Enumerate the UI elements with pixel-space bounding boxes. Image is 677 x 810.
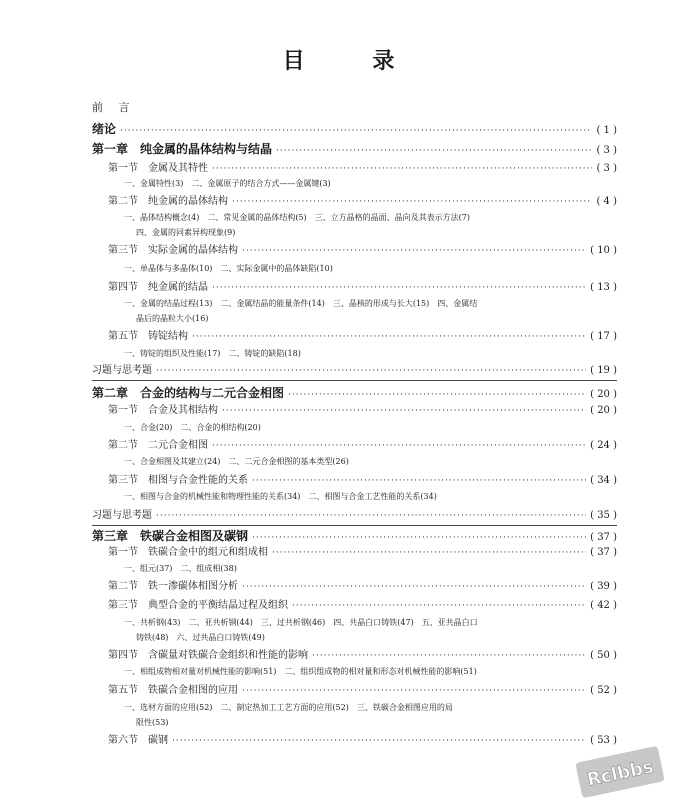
toc-subtopics: 一、铸锭的组织及性能(17) 二、铸锭的缺陷(18)	[124, 349, 301, 358]
toc-section-3-5[interactable]	[108, 683, 617, 699]
toc-entry-label: 第二节 二元合金相图	[108, 440, 208, 451]
toc-entry-label: 第一节 合金及其相结构	[108, 405, 218, 416]
toc-section-2-1[interactable]	[108, 403, 617, 419]
divider	[92, 525, 617, 526]
toc-subtopics: 一、组元(37) 二、组成相(38)	[124, 564, 237, 573]
toc-entry-label: 第四节 含碳量对铁碳合金组织和性能的影响	[108, 650, 308, 661]
leader-dots	[192, 329, 586, 345]
toc-exercises-1[interactable]	[92, 363, 617, 379]
leader-dots	[212, 161, 592, 177]
toc-entry-introduction[interactable]	[92, 121, 617, 137]
leader-dots	[276, 143, 592, 159]
toc-entry-label: 习题与思考题	[92, 365, 152, 376]
toc-subtopics: 四、金属的同素异构现象(9)	[136, 228, 236, 237]
watermark-stamp	[575, 746, 665, 799]
leader-dots	[156, 508, 586, 524]
toc-entry-label: 第一章 纯金属的晶体结构与结晶	[92, 142, 273, 156]
toc-entry-label: 第一节 金属及其特性	[108, 163, 208, 174]
toc-page-number: ( 19 )	[590, 365, 617, 376]
toc-section-3-4[interactable]	[108, 648, 617, 664]
toc-entry-label: 第二章 合金的结构与二元合金相图	[92, 386, 285, 400]
toc-subtopics: 一、合金相图及其建立(24) 二、二元合金相图的基本类型(26)	[124, 457, 349, 466]
toc-entry-label: 第六节 碳钢	[108, 735, 168, 746]
leader-dots	[252, 530, 586, 546]
toc-page-number: ( 39 )	[590, 581, 617, 592]
leader-dots	[312, 648, 586, 664]
leader-dots	[212, 438, 586, 454]
toc-subtopics: 一、选材方面的应用(52) 二、制定热加工工艺方面的应用(52) 三、铁碳合金相图应用的局	[124, 703, 453, 712]
toc-subtopics: 一、相组成物相对量对机械性能的影响(51) 二、组织组成物的相对量和形态对机械性能的影响(51)	[124, 667, 477, 676]
toc-chapter-1[interactable]	[92, 141, 617, 157]
toc-subtopics: 晶后的晶粒大小(16)	[136, 314, 209, 323]
leader-dots	[120, 123, 592, 139]
toc-entry-label: 第三节 实际金属的晶体结构	[108, 245, 238, 256]
toc-page-number: ( 4 )	[596, 196, 617, 207]
toc-page-number: ( 20 )	[590, 389, 617, 400]
toc-section-3-2[interactable]	[108, 579, 617, 595]
toc-entry-label: 第三节 相图与合金性能的关系	[108, 475, 248, 486]
toc-subtopics: 一、金属的结晶过程(13) 二、金属结晶的能量条件(14) 三、晶核的形成与长大(15) 四、金属结	[124, 299, 478, 308]
toc-chapter-3[interactable]	[92, 528, 617, 544]
toc-page-number: ( 17 )	[590, 331, 617, 342]
leader-dots	[242, 243, 586, 259]
toc-entry-label: 第二节 纯金属的晶体结构	[108, 196, 228, 207]
toc-entry-label: 第五节 铸锭结构	[108, 331, 188, 342]
toc-entry-label: 第一节 铁碳合金中的组元和组成相	[108, 547, 268, 558]
leader-dots	[232, 194, 592, 210]
toc-page-number: ( 52 )	[590, 685, 617, 696]
divider	[92, 380, 617, 381]
toc-page-number: ( 34 )	[590, 475, 617, 486]
svg-text:Rclbbs: Rclbbs	[585, 756, 656, 791]
toc-section-1-2[interactable]	[108, 194, 617, 210]
toc-subtopics: 一、单晶体与多晶体(10) 二、实际金属中的晶体缺陷(10)	[124, 264, 333, 273]
leader-dots	[272, 545, 586, 561]
leader-dots	[212, 280, 586, 296]
toc-section-1-1[interactable]	[108, 161, 617, 177]
toc-entry-label: 习题与思考题	[92, 510, 152, 521]
toc-subtopics: 一、金属特性(3) 二、金属原子的结合方式——金属键(3)	[124, 179, 331, 188]
toc-section-2-3[interactable]	[108, 473, 617, 489]
toc-entry-label: 第三节 典型合金的平衡结晶过程及组织	[108, 600, 288, 611]
toc-entry-label: 第五节 铁碳合金相图的应用	[108, 685, 238, 696]
toc-page-number: ( 50 )	[590, 650, 617, 661]
leader-dots	[156, 363, 586, 379]
toc-exercises-2[interactable]	[92, 508, 617, 524]
toc-section-3-3[interactable]	[108, 598, 617, 614]
toc-page-number: ( 37 )	[590, 532, 617, 543]
toc-section-1-4[interactable]	[108, 280, 617, 296]
toc-page-number: ( 13 )	[590, 282, 617, 293]
leader-dots	[242, 579, 586, 595]
toc-page-number: ( 1 )	[596, 125, 617, 136]
leader-dots	[292, 598, 586, 614]
leader-dots	[252, 473, 586, 489]
toc-page-number: ( 3 )	[596, 163, 617, 174]
watermark-logo-icon	[579, 749, 662, 795]
toc-section-1-3[interactable]	[108, 243, 617, 259]
toc-section-3-6[interactable]	[108, 733, 617, 749]
toc-entry-label: 第三章 铁碳合金相图及碳钢	[92, 529, 249, 543]
toc-section-2-2[interactable]	[108, 438, 617, 454]
toc-chapter-2[interactable]	[92, 385, 617, 401]
toc-page-number: ( 42 )	[590, 600, 617, 611]
toc-page-number: ( 20 )	[590, 405, 617, 416]
toc-subtopics: 铸铁(48) 六、过共晶白口铸铁(49)	[136, 633, 265, 642]
toc-entry-label: 前 言	[92, 101, 136, 114]
toc-subtopics: 一、合金(20) 二、合金的相结构(20)	[124, 423, 261, 432]
toc-subtopics: 一、相图与合金的机械性能和物理性能的关系(34) 二、相图与合金工艺性能的关系(34)	[124, 492, 437, 501]
toc-page-number: ( 35 )	[590, 510, 617, 521]
leader-dots	[288, 387, 586, 403]
toc-page-number: ( 10 )	[590, 245, 617, 256]
toc-entry-preface[interactable]	[92, 100, 136, 116]
toc-subtopics: 一、共析钢(43) 二、亚共析钢(44) 三、过共析钢(46) 四、共晶白口铸铁(47) 五、亚共晶白口	[124, 618, 478, 627]
toc-entry-label: 绪论	[92, 122, 117, 136]
toc-page-number: ( 3 )	[596, 145, 617, 156]
toc-entry-label: 第二节 铁一渗碳体相图分析	[108, 581, 238, 592]
leader-dots	[242, 683, 586, 699]
toc-page-number: ( 24 )	[590, 440, 617, 451]
leader-dots	[172, 733, 586, 749]
toc-subtopics: 限性(53)	[136, 718, 169, 727]
toc-page-number: ( 53 )	[590, 735, 617, 746]
leader-dots	[222, 403, 586, 419]
toc-section-3-1[interactable]	[108, 545, 617, 561]
toc-entry-label: 第四节 纯金属的结晶	[108, 282, 208, 293]
page-title: 目 录	[282, 49, 425, 74]
toc-page-number: ( 37 )	[590, 547, 617, 558]
toc-section-1-5[interactable]	[108, 329, 617, 345]
toc-subtopics: 一、晶体结构概念(4) 二、常见金属的晶体结构(5) 三、立方晶格的晶面、晶向及其表示方法(7)	[124, 213, 470, 222]
